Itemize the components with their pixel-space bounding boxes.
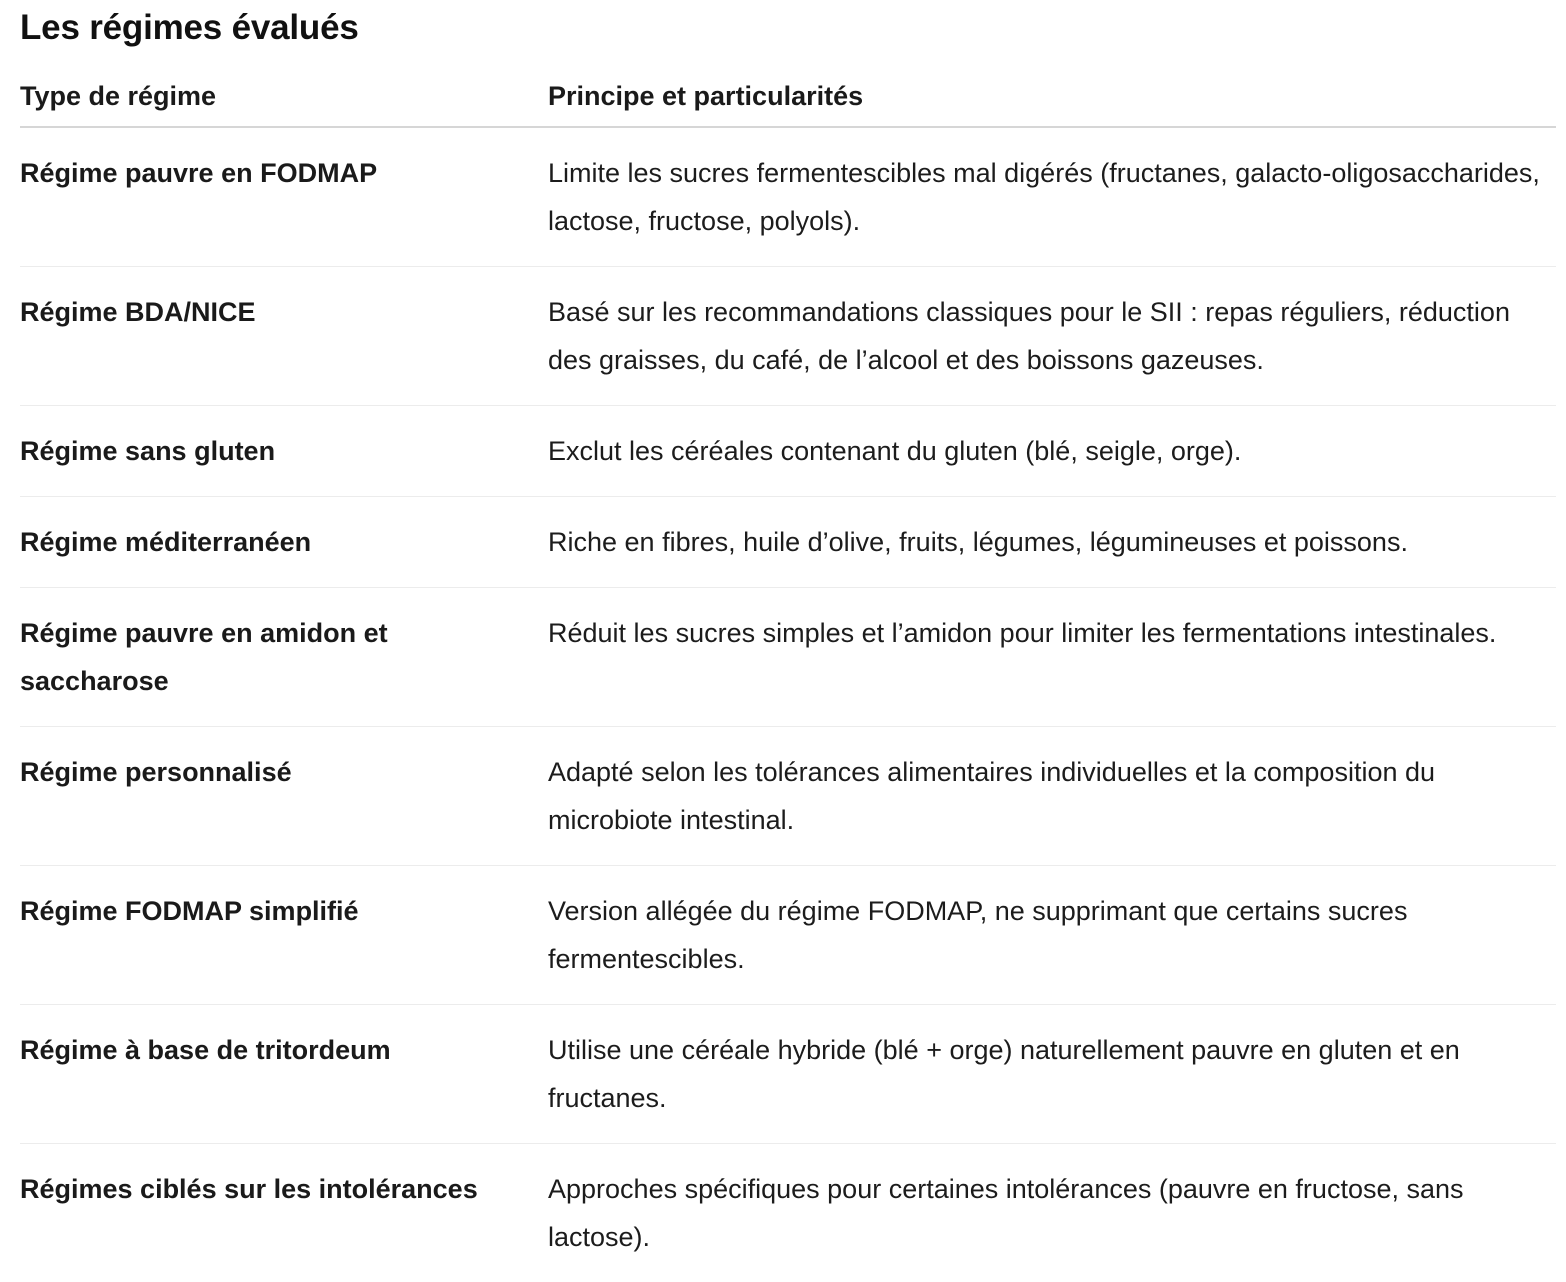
table-row [20,588,1556,727]
diet-principle-cell: Limite les sucres fermentescibles mal digérés (fructanes, galacto-oligosaccharides, lactose, fructose, polyols). [548,158,1540,236]
column-header-principle: Principe et particularités [548,81,864,111]
diet-principle-cell: Approches spécifiques pour certaines intolérances (pauvre en fructose, sans lactose). [548,1174,1464,1252]
diet-type-cell: Régime pauvre en FODMAP [20,158,378,188]
table-row [20,406,1556,497]
diet-type-cell: Régime personnalisé [20,757,292,787]
diet-type-cell: Régimes ciblés sur les intolérances [20,1174,478,1204]
diet-type-cell: Régime à base de tritordeum [20,1035,391,1065]
diet-type-cell: Régime FODMAP simplifié [20,896,359,926]
table-row [20,1005,1556,1144]
diet-principle-cell: Réduit les sucres simples et l’amidon pour limiter les fermentations intestinales. [548,618,1497,648]
table-row [20,128,1556,267]
diet-type-cell: Régime sans gluten [20,436,276,466]
table-row [20,727,1556,866]
column-header-type: Type de régime [20,81,217,111]
diet-type-cell: Régime pauvre en amidon et saccharose [20,618,388,696]
diet-table [20,72,1556,1282]
table-row [20,497,1556,588]
table-header [20,72,1556,128]
diet-principle-cell: Version allégée du régime FODMAP, ne supprimant que certains sucres fermentescibles. [548,896,1408,974]
diet-principle-cell: Exclut les céréales contenant du gluten (blé, seigle, orge). [548,436,1242,466]
table-row [20,267,1556,406]
section-title: Les régimes évalués [20,8,359,47]
diet-type-cell: Régime BDA/NICE [20,297,256,327]
diet-principle-cell: Utilise une céréale hybride (blé + orge) naturellement pauvre en gluten et en fructanes. [548,1035,1460,1113]
diet-principle-cell: Basé sur les recommandations classiques pour le SII : repas réguliers, réduction des graisses, du café, de l’alcool et des boissons gazeuses. [548,297,1510,375]
diet-type-cell: Régime méditerranéen [20,527,312,557]
table-row [20,1144,1556,1282]
diet-principle-cell: Riche en fibres, huile d’olive, fruits, légumes, légumineuses et poissons. [548,527,1408,557]
diet-principle-cell: Adapté selon les tolérances alimentaires individuelles et la composition du microbiote intestinal. [548,757,1436,835]
table-row [20,866,1556,1005]
